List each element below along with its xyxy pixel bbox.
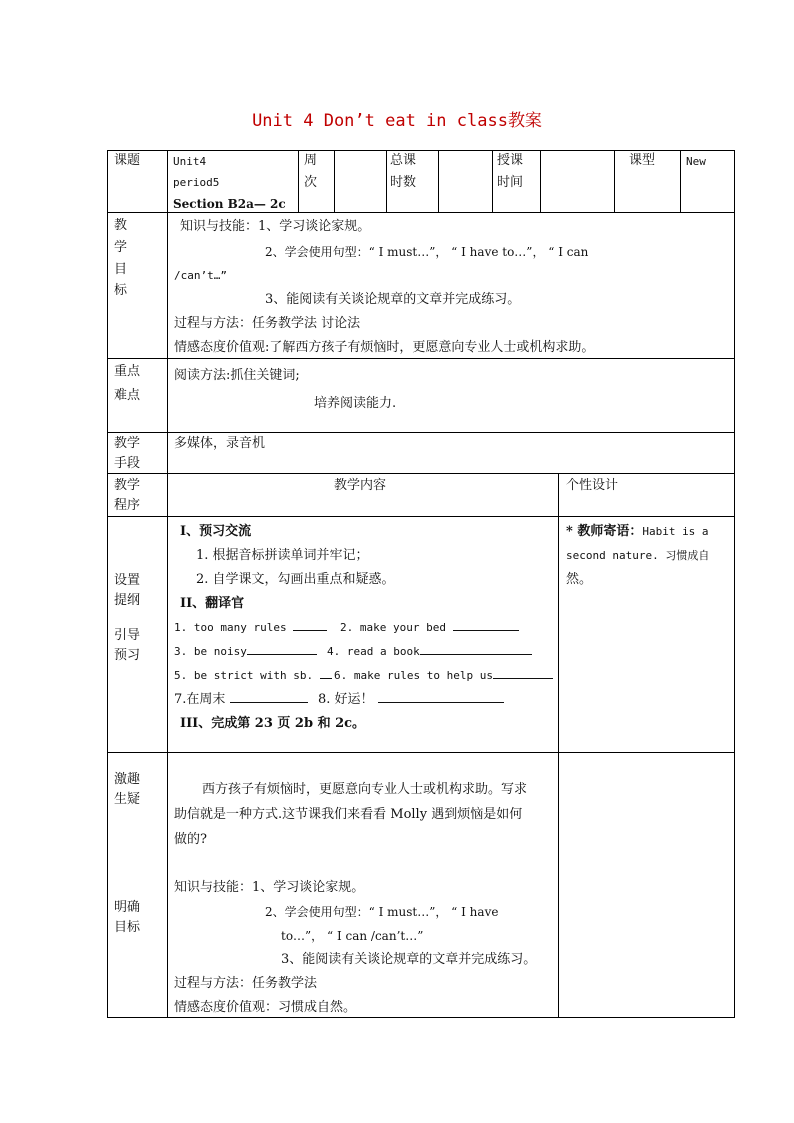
lesson-type-value: New (686, 155, 706, 168)
total-hours-label-1: 总课 (390, 153, 417, 168)
goal-label-1: 明确 (114, 900, 141, 915)
means-value: 多媒体，录音机 (174, 436, 266, 451)
lead-paragraph-1: 西方孩子有烦恼时，更愿意向专业人士或机构求助。写求 (202, 782, 528, 797)
topic-line-3: Section B2a— 2c (173, 197, 286, 211)
document-title (0, 106, 794, 131)
topic-line-2: period5 (173, 176, 220, 189)
preview-heading-1: I、预习交流 (180, 524, 252, 539)
lead-process: 过程与方法：任务教学法 (174, 976, 318, 991)
translation-6: 6. make rules to help us (334, 664, 553, 688)
lead-label-2: 生疑 (114, 792, 141, 807)
design-column-header: 个性设计 (566, 478, 619, 493)
class-time-label-2: 时间 (497, 175, 524, 190)
preview-item-2: 2. 自学课文，勾画出重点和疑惑。 (196, 572, 395, 587)
title-chinese: 教案 (507, 111, 542, 131)
translation-2: 2. make your bed (340, 616, 519, 640)
objectives-label-3: 目 (114, 262, 128, 277)
objective-knowledge-2: 2、学会使用句型：“ I must…”， “ I have to…”， “ I can (265, 245, 589, 259)
lead-knowledge-1: 知识与技能：1、学习谈论家规。 (174, 880, 365, 895)
lead-label-1: 激趣 (114, 772, 141, 787)
answer-blank (247, 640, 317, 655)
answer-blank (230, 688, 308, 703)
teacher-message-line-1: * 教师寄语：Habit is a (566, 524, 709, 539)
objective-knowledge-2b: /can’t…” (174, 269, 227, 282)
total-hours-label-2: 时数 (390, 175, 417, 190)
translation-8: 8. 好运！ (318, 688, 504, 712)
means-label-1: 教学 (114, 436, 141, 451)
translation-5: 5. be strict with sb. (174, 664, 332, 688)
means-label-2: 手段 (114, 456, 141, 471)
translation-3: 3. be noisy (174, 640, 317, 664)
objectives-label-2: 学 (114, 240, 128, 255)
topic-label: 课题 (114, 153, 141, 168)
lead-knowledge-2b: to…”， “ I can /can’t…” (281, 929, 424, 943)
title-english: Unit 4 Don’t eat in class (252, 111, 508, 131)
lesson-type-label: 课型 (629, 153, 656, 168)
answer-blank (453, 616, 519, 631)
answer-blank (493, 664, 553, 679)
translation-4: 4. read a book (327, 640, 532, 664)
objective-knowledge-1: 知识与技能：1、学习谈论家规。 (180, 219, 371, 234)
preview-label-4: 预习 (114, 648, 141, 663)
content-column-header: 教学内容 (334, 478, 387, 493)
preview-label-2: 提纲 (114, 593, 141, 608)
procedure-label-2: 程序 (114, 498, 141, 513)
goal-label-2: 目标 (114, 920, 141, 935)
objective-knowledge-3: 3、能阅读有关谈论规章的文章并完成练习。 (265, 292, 521, 307)
objective-emotion: 情感态度价值观:了解西方孩子有烦恼时，更愿意向专业人士或机构求助。 (174, 340, 595, 355)
keypoints-label-1: 重点 (114, 364, 141, 379)
keypoints-line-1: 阅读方法:抓住关键词; (174, 368, 300, 383)
lead-emotion: 情感态度价值观：习惯成自然。 (174, 1000, 357, 1015)
lead-paragraph-3: 做的? (174, 832, 207, 847)
preview-item-1: 1. 根据音标拼读单词并牢记； (196, 548, 369, 563)
preview-heading-3: III、完成第 23 页 2b 和 2c。 (180, 716, 366, 731)
objectives-label-4: 标 (114, 283, 128, 298)
lead-paragraph-2: 助信就是一种方式.这节课我们来看看 Molly 遇到烦恼是如何 (174, 807, 523, 822)
preview-label-1: 设置 (114, 573, 141, 588)
lead-knowledge-2: 2、学会使用句型：“ I must…”， “ I have (265, 905, 499, 919)
keypoints-label-2: 难点 (114, 388, 141, 403)
week-label-2: 次 (304, 175, 318, 190)
week-label-1: 周 (304, 153, 318, 168)
keypoints-line-2: 培养阅读能力. (314, 396, 397, 411)
answer-blank (420, 640, 532, 655)
teacher-message-line-3: 然。 (566, 572, 593, 587)
teacher-message-line-2: second nature. 习惯成自 (566, 549, 710, 562)
objectives-label-1: 教 (114, 218, 128, 233)
procedure-label-1: 教学 (114, 478, 141, 493)
translation-1: 1. too many rules (174, 616, 327, 640)
lead-knowledge-3: 3、能阅读有关谈论规章的文章并完成练习。 (281, 952, 537, 967)
class-time-label-1: 授课 (497, 153, 524, 168)
answer-blank (378, 688, 504, 703)
objective-process: 过程与方法：任务教学法 讨论法 (174, 316, 361, 331)
preview-heading-2: II、翻译官 (180, 596, 245, 611)
translation-7: 7.在周末 (174, 688, 308, 712)
topic-line-1: Unit4 (173, 155, 207, 168)
preview-label-3: 引导 (114, 628, 141, 643)
answer-blank (320, 664, 332, 679)
answer-blank (293, 616, 327, 631)
